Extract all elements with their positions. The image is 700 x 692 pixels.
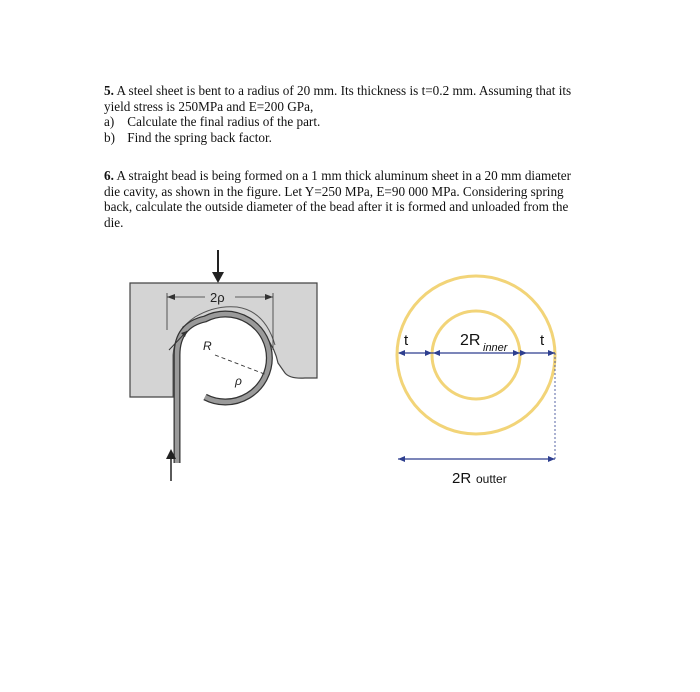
outer-arrow-right	[548, 456, 555, 462]
ring-diagram	[390, 255, 570, 495]
label-2R-outer: 2R	[452, 470, 472, 487]
question-6-text-3: back, calculate the outside diameter of the bead after it is formed and unloaded from the	[104, 199, 569, 215]
bent-sheet	[177, 314, 269, 463]
label-outter: outter	[476, 472, 507, 486]
question-6	[104, 168, 624, 230]
label-t-left: t	[404, 332, 409, 349]
question-5-part-b	[104, 130, 624, 146]
label-t-right: t	[540, 332, 545, 349]
question-6-number: 6.	[104, 168, 114, 183]
radius-line-rho	[215, 355, 267, 375]
label-R: R	[203, 339, 212, 353]
bead-die-figure	[125, 245, 325, 485]
question-5	[104, 83, 624, 145]
part-a-text: Calculate the final radius of the part.	[127, 114, 321, 130]
question-6-line-1	[104, 168, 624, 184]
label-rho: ρ	[235, 374, 242, 388]
label-2rho: 2ρ	[210, 290, 225, 305]
t-left-arrow-a	[398, 350, 405, 356]
part-a-label: a)	[104, 114, 115, 130]
question-6-text-1: A straight bead is being formed on a 1 mm thick aluminum sheet in a 20 mm diameter	[116, 168, 571, 183]
question-6-text-4: die.	[104, 214, 124, 230]
inner-arrow-left	[433, 350, 440, 356]
question-5-number: 5.	[104, 83, 114, 98]
label-inner: inner	[483, 342, 508, 354]
question-5-line-1	[104, 83, 624, 99]
question-6-text-2: die cavity, as shown in the figure. Let Y=250 MPa, E=90 000 MPa. Considering spring	[104, 183, 564, 199]
load-arrow-top-head	[212, 272, 224, 283]
part-b-text: Find the spring back factor.	[127, 129, 272, 145]
label-2R-inner: 2R	[460, 332, 481, 349]
outer-ring	[397, 276, 555, 434]
t-right-arrow-a	[520, 350, 527, 356]
outer-arrow-left	[398, 456, 405, 462]
inner-ring	[432, 311, 520, 399]
question-5-text-2: yield stress is 250MPa and E=200 GPa,	[104, 98, 314, 114]
question-5-text-1: A steel sheet is bent to a radius of 20 mm. Its thickness is t=0.2 mm. Assuming that its	[116, 83, 572, 98]
part-b-label: b)	[104, 129, 115, 145]
question-5-part-a	[104, 114, 624, 130]
